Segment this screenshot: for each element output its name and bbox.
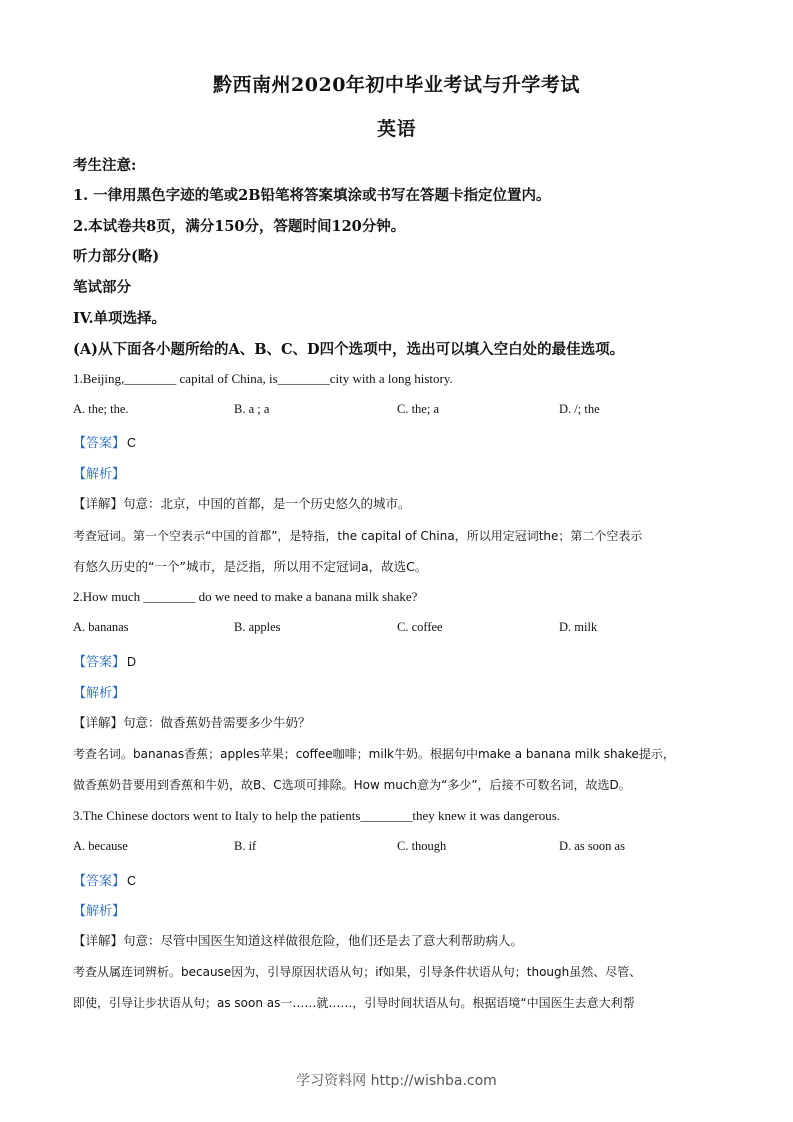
- question-2-option-c: C. coffee: [397, 620, 443, 634]
- answer-value: D: [127, 655, 137, 669]
- notice-item-1: 1. 一律用黑色字迹的笔或2B铅笔将答案填涂或书写在答题卡指定位置内。: [73, 187, 551, 204]
- question-2-answer: [73, 651, 136, 670]
- question-3-option-b: B. if: [234, 839, 257, 853]
- question-2-option-b: B. apples: [234, 620, 281, 634]
- answer-tag: 【答案】: [73, 655, 126, 670]
- question-1-detail-1: 【详解】句意：北京，中国的首都，是一个历史悠久的城市。: [73, 496, 411, 511]
- question-2-stem: 2.How much ________ do we need to make a banana milk shake?: [73, 589, 418, 604]
- question-1-detail-2: 考查冠词。第一个空表示“中国的首都”，是特指，the capital of China，所以用定冠词the；第二个空表示: [73, 529, 643, 543]
- question-3-detail-3: 即使，引导让步状语从句；as soon as一……就……，引导时间状语从句。根据语境“中国医生去意大利帮: [73, 996, 635, 1010]
- answer-tag: 【答案】: [73, 436, 126, 451]
- question-1-option-a: A. the; the.: [73, 402, 129, 416]
- question-1-analysis-tag: 【解析】: [73, 467, 126, 482]
- footer-watermark: 学习资料网 http://wishba.com: [296, 1073, 497, 1089]
- question-1-answer: [73, 432, 136, 451]
- question-2-option-a: A. bananas: [73, 620, 129, 634]
- written-section: 笔试部分: [73, 279, 131, 296]
- question-3-option-a: A. because: [73, 839, 128, 853]
- notice-heading: 考生注意:: [73, 157, 137, 174]
- answer-value: C: [127, 874, 137, 888]
- question-3-answer: [73, 870, 136, 889]
- answer-tag: 【答案】: [73, 874, 126, 889]
- notice-item-2: 2.本试卷共8页，满分150分，答题时间120分钟。: [73, 218, 406, 235]
- question-3-analysis-tag: 【解析】: [73, 904, 126, 919]
- question-3-detail-1: 【详解】句意：尽管中国医生知道这样做很危险，他们还是去了意大利帮助病人。: [73, 933, 524, 948]
- listening-section: 听力部分(略): [73, 248, 160, 265]
- question-1-option-c: C. the; a: [397, 402, 440, 416]
- question-3-option-d: D. as soon as: [559, 839, 625, 853]
- question-2-analysis-tag: 【解析】: [73, 686, 126, 701]
- question-1-stem: 1.Beijing,________ capital of China, is________city with a long history.: [73, 371, 453, 386]
- section-heading: IV.单项选择。: [73, 310, 167, 327]
- question-1-detail-3: 有悠久历史的“一个”城市，是泛指，所以用不定冠词a，故选C。: [73, 559, 428, 574]
- question-3-detail-2: 考查从属连词辨析。because因为，引导原因状语从句；if如果，引导条件状语从句；though虽然、尽管、: [73, 965, 642, 979]
- question-1-option-b: B. a ; a: [234, 402, 270, 416]
- exam-title: 黔西南州2020年初中毕业考试与升学考试: [213, 74, 580, 96]
- question-2-option-d: D. milk: [559, 620, 598, 634]
- question-1-option-d: D. /; the: [559, 402, 600, 416]
- question-2-detail-3: 做香蕉奶昔要用到香蕉和牛奶，故B、C选项可排除。How much意为“多少”，后接不可数名词，故选D。: [73, 778, 631, 792]
- question-2-detail-1: 【详解】句意：做香蕉奶昔需要多少牛奶？: [73, 715, 311, 730]
- exam-subject: 英语: [376, 118, 416, 140]
- answer-value: C: [127, 436, 137, 450]
- question-2-detail-2: 考查名词。bananas香蕉；apples苹果；coffee咖啡；milk牛奶。根据句中make a banana milk shake提示，: [73, 747, 675, 761]
- question-3-option-c: C. though: [397, 839, 447, 853]
- section-instruction: (A)从下面各小题所给的A、B、C、D四个选项中，选出可以填入空白处的最佳选项。: [73, 341, 625, 358]
- question-3-stem: 3.The Chinese doctors went to Italy to help the patients________they knew it was dangerous.: [73, 808, 561, 823]
